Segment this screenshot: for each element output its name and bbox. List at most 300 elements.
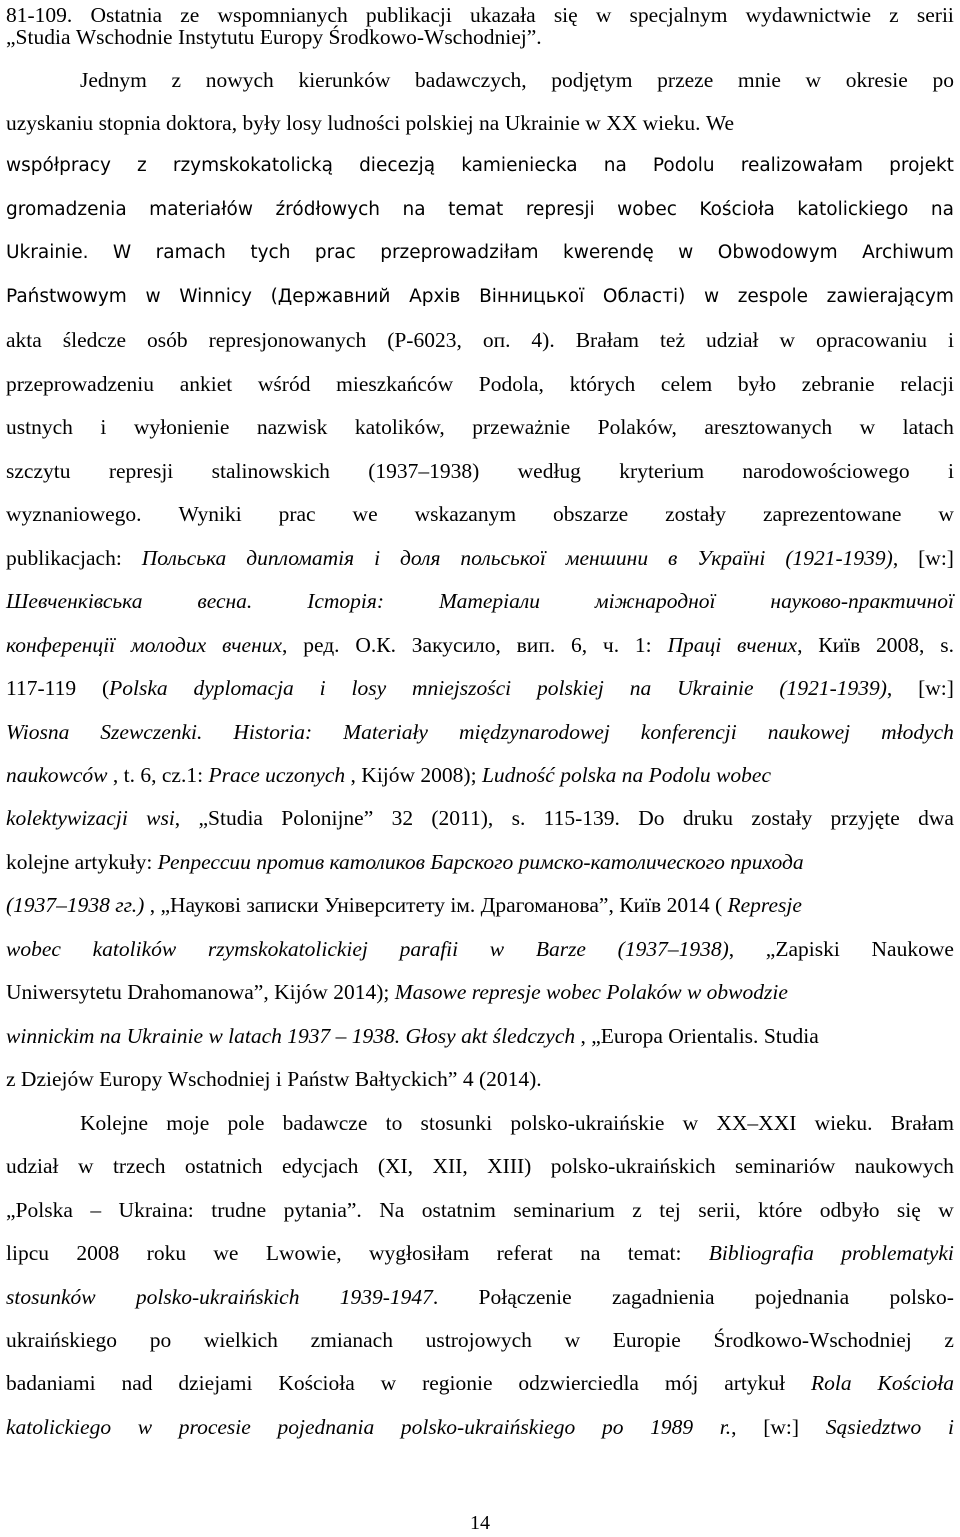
page-number: 14 — [470, 1512, 490, 1534]
word: z — [889, 3, 899, 27]
text-line — [6, 1195, 954, 1225]
word: Ostatnia — [90, 3, 163, 27]
word: i — [319, 676, 326, 700]
word: против — [256, 850, 330, 874]
word: kwerendę — [563, 242, 654, 263]
text-line — [6, 847, 954, 877]
word: udział — [705, 328, 759, 352]
word: trzech — [112, 1154, 166, 1178]
word: zebranie — [801, 372, 875, 396]
word: 32 — [391, 806, 414, 830]
word: Польська — [141, 546, 227, 570]
word: w — [595, 3, 612, 27]
word: katolickiego — [6, 1415, 112, 1439]
word: zostały — [751, 806, 813, 830]
word: римско-католического — [518, 850, 731, 874]
word: , — [149, 893, 161, 917]
word: pojednania — [277, 1415, 375, 1439]
word: Do — [638, 806, 665, 830]
word: Europie — [612, 1328, 681, 1352]
word: r., — [719, 1415, 737, 1439]
word: (1937–1938) — [368, 459, 480, 483]
word: в — [668, 546, 678, 570]
word: na — [479, 111, 505, 135]
word: Środkowo-Wschodniej”. — [328, 25, 542, 49]
text-line — [6, 934, 954, 964]
word: śledcze — [62, 328, 127, 352]
word: zagadnienia — [611, 1285, 715, 1309]
word: Ukrainie — [677, 676, 754, 700]
word: Wschodniej — [167, 1067, 276, 1091]
word: odzwierciedla — [518, 1371, 639, 1395]
text-line — [6, 412, 954, 442]
word: parafii — [399, 937, 459, 961]
word: roku — [146, 1241, 187, 1265]
word: Polaków — [606, 980, 687, 1004]
word: których — [569, 372, 636, 396]
word: zostały — [665, 502, 727, 526]
word: Uniwersytetu — [6, 980, 128, 1004]
word: Rola — [811, 1371, 852, 1395]
word: Україні — [697, 546, 766, 570]
word: na — [621, 763, 649, 787]
word: na — [930, 199, 954, 220]
word: Репрессии — [157, 850, 257, 874]
word: na — [580, 1241, 601, 1265]
word: badaniami — [6, 1371, 96, 1395]
word: naukowych — [854, 1154, 954, 1178]
word: [w:] — [918, 546, 954, 570]
word: obszarze — [553, 502, 629, 526]
word: Represje — [727, 893, 802, 917]
word: pytania”. — [283, 1198, 362, 1222]
word: też — [659, 328, 686, 352]
word: Brałam — [890, 1111, 954, 1135]
word: ramach — [155, 242, 226, 263]
word: prac — [278, 502, 316, 526]
word: okresie — [845, 68, 908, 92]
word: 6, — [571, 633, 588, 657]
word: Podolu — [648, 763, 717, 787]
word: Kościoła — [278, 1371, 355, 1395]
word: w — [77, 1154, 94, 1178]
word: 2008 — [76, 1241, 120, 1265]
word: Barze — [535, 937, 586, 961]
word: 1989 — [650, 1415, 694, 1439]
word: Ukrainie. — [6, 242, 89, 263]
word: записки — [246, 893, 324, 917]
word: Шевченківська — [6, 589, 143, 613]
word: opracowaniu — [816, 328, 928, 352]
word: temat — [448, 199, 504, 220]
word: udział — [6, 1154, 59, 1178]
word: międzynarodowej — [458, 720, 610, 744]
word: polsko-ukraińskich — [135, 1285, 300, 1309]
word: w — [564, 1328, 581, 1352]
word: dziejami — [178, 1371, 253, 1395]
word: гг.) — [115, 893, 150, 917]
word: polskiej — [537, 676, 604, 700]
word: akt — [461, 1024, 493, 1048]
word: Dziejów — [20, 1067, 100, 1091]
word: przyjęte — [830, 806, 900, 830]
word: Wyniki — [178, 502, 242, 526]
word: temat: — [627, 1241, 682, 1265]
word: dwa — [918, 806, 954, 830]
word: wieku. — [642, 111, 706, 135]
word: 6, — [140, 763, 162, 787]
word: lipcu — [6, 1241, 49, 1265]
word: kierunków — [298, 68, 391, 92]
word: wyznaniowego. — [6, 502, 142, 526]
word: trudne — [211, 1198, 267, 1222]
word: Środkowo-Wschodniej — [713, 1328, 912, 1352]
word: (Державний — [270, 286, 391, 307]
word: Закусило, — [411, 633, 501, 657]
word: 4). — [531, 328, 555, 352]
word: polsko-ukraińskich — [550, 1154, 716, 1178]
word: W — [112, 242, 132, 263]
word: t. — [123, 763, 141, 787]
word: z — [137, 155, 147, 176]
word: losy — [351, 676, 387, 700]
word: wygłosiłam — [368, 1241, 470, 1265]
word: Kościoła — [877, 1371, 954, 1395]
word: 2008, — [876, 633, 925, 657]
word: Polonijne” — [281, 806, 374, 830]
word: міжнародної — [594, 589, 716, 613]
word: na — [402, 199, 426, 220]
word: serii, — [698, 1198, 741, 1222]
word: współpracy — [6, 155, 111, 176]
word: Instytutu — [177, 25, 260, 49]
word: 1939-1947. — [339, 1285, 439, 1309]
word: mieszkańców — [336, 372, 454, 396]
word: kamieniecka — [461, 155, 578, 176]
word: доля — [399, 546, 441, 570]
word: 1937 — [287, 1024, 336, 1048]
word: „Studia — [6, 25, 76, 49]
word: (1921-1939), — [785, 546, 899, 570]
word: na — [603, 155, 627, 176]
text-line — [6, 282, 954, 312]
word: О.К. — [355, 633, 396, 657]
text-line — [6, 760, 954, 790]
word: w — [686, 980, 707, 1004]
word: akta — [6, 328, 42, 352]
word: Історія: — [307, 589, 385, 613]
word: publikacji — [365, 3, 452, 27]
word: Winnicy — [179, 286, 252, 307]
text-line — [6, 369, 954, 399]
word: w — [859, 415, 876, 439]
word: Drahomanowa”, — [127, 980, 275, 1004]
word: zaprezentowane — [762, 502, 902, 526]
word: doktora, — [166, 111, 243, 135]
word: stopnia — [98, 111, 167, 135]
word: 2008); — [420, 763, 482, 787]
word: i — [275, 1067, 288, 1091]
word: ukraińskiego — [6, 1328, 118, 1352]
word: i — [947, 459, 954, 483]
word: w — [805, 68, 822, 92]
word: według — [517, 459, 581, 483]
word: ludności — [327, 111, 406, 135]
text-line — [6, 717, 954, 747]
word: – — [335, 1024, 352, 1048]
text-line — [6, 499, 954, 529]
word: represjonowanych — [208, 328, 367, 352]
text-line — [6, 1412, 954, 1442]
word: z — [632, 1198, 642, 1222]
word: XIII) — [487, 1154, 532, 1178]
word: z — [944, 1328, 954, 1352]
word: wielkich — [203, 1328, 278, 1352]
word: osób — [147, 328, 188, 352]
word: artykuł — [724, 1371, 786, 1395]
word: tej — [659, 1198, 681, 1222]
word: cz.1: — [161, 763, 209, 787]
word: mój — [664, 1371, 699, 1395]
word: XX — [606, 111, 643, 135]
word: szczytu — [6, 459, 71, 483]
word: pojednania — [754, 1285, 850, 1309]
word: polsko-ukraińskie — [510, 1111, 665, 1135]
word: w — [208, 1024, 229, 1048]
word: wieku. — [814, 1111, 873, 1135]
word: XII, — [432, 1154, 468, 1178]
word: Państw — [287, 1067, 355, 1091]
word: ostatnim — [421, 1198, 496, 1222]
text-line — [6, 543, 954, 573]
word: Ludność — [481, 763, 561, 787]
text-line — [80, 65, 954, 95]
word: католиков — [329, 850, 431, 874]
word: „Polska — [6, 1198, 73, 1222]
word: ustnych — [6, 415, 73, 439]
word: меншини — [565, 546, 649, 570]
word: i — [947, 1415, 954, 1439]
word: młodych — [881, 720, 954, 744]
word: Orientalis. — [668, 1024, 764, 1048]
word: represji — [108, 459, 174, 483]
word: w — [938, 502, 954, 526]
word: obwodzie — [706, 980, 788, 1004]
word: nad — [121, 1371, 153, 1395]
word: , — [350, 763, 362, 787]
word: Барского — [430, 850, 519, 874]
text-line — [6, 586, 954, 616]
word: wśród — [257, 372, 311, 396]
word: [w:] — [763, 1415, 800, 1439]
word: 2014 — [666, 893, 715, 917]
word: 2014); — [333, 980, 395, 1004]
word: druku — [682, 806, 733, 830]
text-line — [80, 1108, 954, 1138]
word: [w:] — [918, 676, 954, 700]
word: Bałtyckich” — [354, 1067, 463, 1091]
word: naukowców — [6, 763, 113, 787]
text-line — [6, 195, 954, 225]
text-line — [6, 325, 954, 355]
word: Київ — [818, 633, 861, 657]
word: zmianach — [310, 1328, 393, 1352]
word: projekt — [889, 155, 954, 176]
word: Na — [379, 1198, 405, 1222]
word: 1938. — [351, 1024, 406, 1048]
word: na — [99, 1024, 127, 1048]
word: w — [682, 1111, 699, 1135]
word: z — [171, 68, 182, 92]
word: które — [758, 1198, 803, 1222]
word: się — [896, 1198, 921, 1222]
word: serii — [916, 3, 954, 27]
word: Wiosna — [6, 720, 70, 744]
word: Podolu — [652, 155, 715, 176]
word: wobec — [546, 980, 607, 1004]
text-line — [6, 1325, 954, 1355]
word: katolików, — [354, 415, 445, 439]
word: (Р-6023, — [387, 328, 462, 352]
word: dyplomacja — [193, 676, 294, 700]
word: zawierającym — [826, 286, 954, 307]
word: wskazanym — [414, 502, 517, 526]
word: polsko- — [889, 1285, 954, 1309]
word: Ukrainie — [504, 111, 586, 135]
word: referat — [496, 1241, 553, 1265]
word: kryterium — [619, 459, 705, 483]
word: podjętym — [551, 68, 633, 92]
word: Архів — [409, 286, 461, 307]
word: w — [938, 1198, 954, 1222]
text-line — [6, 1238, 954, 1268]
word: (1937–1938 — [6, 893, 116, 917]
word: Materiały — [343, 720, 428, 744]
word: stosunków — [6, 1285, 96, 1309]
word: specjalnym — [629, 3, 728, 27]
word: gromadzenia — [6, 199, 127, 220]
word: дипломатія — [246, 546, 355, 570]
text-line — [6, 456, 954, 486]
text-line — [6, 1368, 954, 1398]
word: to — [385, 1111, 403, 1135]
word: , — [580, 1024, 592, 1048]
word: przeze — [657, 68, 714, 92]
word: Archiwum — [862, 242, 954, 263]
word: Вінницької — [479, 286, 585, 307]
word: winnickim — [6, 1024, 100, 1048]
text-line — [6, 1282, 954, 1312]
word: się — [553, 3, 578, 27]
text-line — [6, 238, 954, 268]
word: Ukraina: — [118, 1198, 194, 1222]
word: Sąsiedztwo — [825, 1415, 922, 1439]
word: Podola, — [478, 372, 544, 396]
word: diecezją — [359, 155, 436, 176]
word: Драгоманова”, — [480, 893, 620, 917]
word: Państwowym — [6, 286, 127, 307]
word: na — [629, 676, 652, 700]
word: rzymskokatolickiej — [207, 937, 368, 961]
word: wyłonienie — [133, 415, 230, 439]
word: (XI, — [377, 1154, 414, 1178]
word: Lwowie, — [265, 1241, 342, 1265]
word: Europy — [99, 1067, 168, 1091]
word: Ukrainie — [126, 1024, 209, 1048]
word: ostatnich — [184, 1154, 263, 1178]
word: (Polska — [101, 676, 168, 700]
word: Szewczenki. — [100, 720, 203, 744]
text-line — [6, 151, 954, 181]
word: polsko-ukraińskiego — [400, 1415, 576, 1439]
text-line — [6, 977, 954, 1007]
word: katolików — [92, 937, 177, 961]
word: Obwodowym — [717, 242, 838, 263]
word: edycjach — [281, 1154, 359, 1178]
word: i — [948, 328, 954, 352]
word: Матеріали — [438, 589, 540, 613]
word: Europy — [259, 25, 329, 49]
text-line — [6, 1064, 954, 1094]
word: nowych — [205, 68, 274, 92]
word: publikacjach: — [6, 546, 122, 570]
text-line — [6, 890, 954, 920]
word: pole — [227, 1111, 265, 1135]
word: 1: — [634, 633, 652, 657]
word: kolektywizacji — [6, 806, 128, 830]
word: i — [100, 415, 107, 439]
word: – — [90, 1198, 102, 1222]
word: latach — [228, 1024, 288, 1048]
word: przeprowadzeniu — [6, 372, 155, 396]
word: польської — [460, 546, 546, 570]
word: procesie — [178, 1415, 251, 1439]
word: Naukowe — [871, 937, 954, 961]
word: kolejne — [6, 850, 75, 874]
word: celem — [660, 372, 713, 396]
word: po — [932, 68, 954, 92]
word: ukazała — [470, 3, 536, 27]
word: Studia — [763, 1024, 819, 1048]
word: latach — [902, 415, 954, 439]
word: rzymskokatolicką — [172, 155, 333, 176]
word: Połączenie — [478, 1285, 572, 1309]
text-line — [6, 1151, 954, 1181]
word: s. — [940, 633, 954, 657]
word: ustrojowych — [425, 1328, 532, 1352]
word: вчених, — [737, 633, 803, 657]
word: „Studia — [198, 806, 263, 830]
word: Праці — [667, 633, 722, 657]
word: seminarium — [513, 1198, 615, 1222]
word: конференції — [6, 633, 116, 657]
word: „Наукові — [160, 893, 247, 917]
word: ankiet — [179, 372, 233, 396]
word: Київ — [619, 893, 667, 917]
text-line — [6, 673, 954, 703]
word: wobec — [6, 937, 61, 961]
text-line — [6, 22, 954, 52]
word: uzyskaniu — [6, 111, 99, 135]
word: tych — [250, 242, 291, 263]
word: seminariów — [735, 1154, 836, 1178]
word: Historia: — [233, 720, 313, 744]
word: zespole — [737, 286, 809, 307]
word: wydawnictwie — [745, 3, 872, 27]
word: naukowej — [767, 720, 851, 744]
word: Kijów — [361, 763, 421, 787]
word: прихода — [730, 850, 804, 874]
